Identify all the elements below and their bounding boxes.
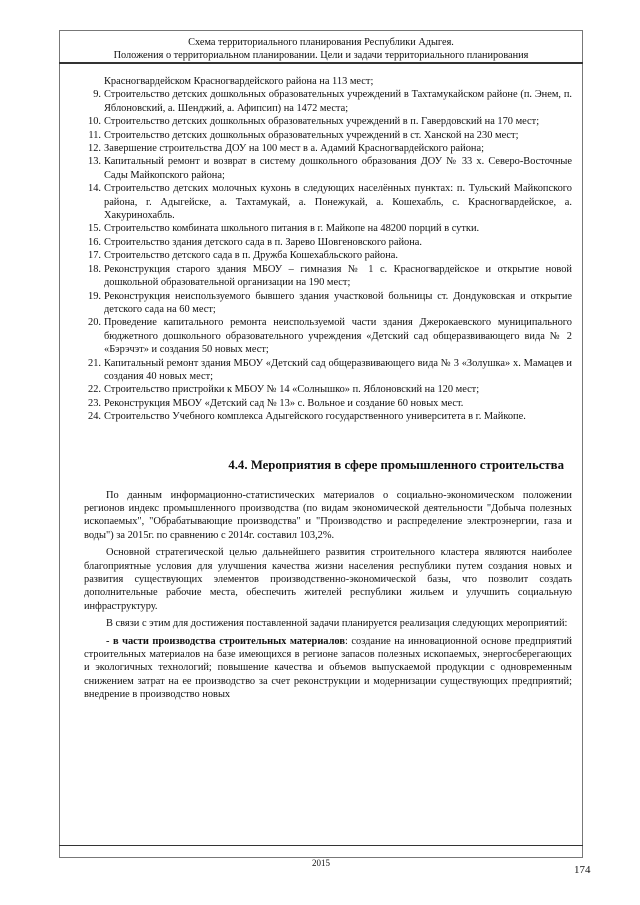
list-item-text: Реконструкция МБОУ «Детский сад № 13» с. Вольное и создание 60 новых мест. bbox=[104, 397, 464, 409]
list-item-number: 13. bbox=[88, 156, 101, 168]
list-item-text: Строительство комбината школьного питания в г. Майкопе на 48200 порций в сутки. bbox=[104, 223, 480, 235]
list-item-number: 10. bbox=[88, 116, 101, 128]
list-item-number: 23. bbox=[88, 397, 101, 409]
list-item-number: 9. bbox=[93, 89, 101, 101]
list-item bbox=[84, 397, 572, 410]
header-subtitle: Положения о территориальном планировании. Цели и задачи территориального планирования bbox=[113, 50, 529, 61]
footer-divider bbox=[59, 845, 583, 846]
list-item-number: 19. bbox=[88, 290, 101, 302]
list-item bbox=[84, 316, 572, 356]
list-item-number: 22. bbox=[88, 384, 101, 396]
list-item bbox=[84, 222, 572, 235]
list-item-text: Строительство пристройки к МБОУ № 14 «Солнышко» п. Яблоновский на 120 мест; bbox=[104, 384, 480, 396]
list-item-text: Строительство здания детского сада в п. Зарево Шовгеновского района. bbox=[104, 236, 423, 248]
paragraph-strategic-goal: Основной стратегической целью дальнейшего развития строительного кластера являются наиболее благоприятные условия для улучшения качества жизни населения республики путем создания новых и развития существующих элементов производственно-экономической базы, что позволит создать дополнительные рабочие места, обеспечить жителей республики жильем и улучшить социальную инфраструктуру. bbox=[84, 547, 572, 612]
list-item-text: Проведение капитального ремонта неиспользуемой части здания Джерокаевского муниципального бюджетного дошкольного образовательного учреждения «Детский сад общеразвивающего вида № 2 «Бэрэчэт» и создания 50 новых мест; bbox=[104, 317, 572, 356]
list-item-number: 12. bbox=[88, 143, 101, 155]
list-item bbox=[84, 155, 572, 182]
list-item-text: Строительство детских дошкольных образовательных учреждений в ст. Ханской на 230 мест; bbox=[104, 129, 519, 141]
list-item bbox=[84, 410, 572, 423]
page-content bbox=[84, 75, 572, 702]
page-number: 174 bbox=[574, 864, 591, 876]
section-heading: 4.4. Мероприятия в сфере промышленного строительства bbox=[228, 457, 564, 472]
list-item-text: Строительство детского сада в п. Дружба Кошехабльского района. bbox=[104, 250, 398, 262]
list-item-number: 24. bbox=[88, 411, 101, 423]
list-item-number: 15. bbox=[88, 223, 101, 235]
header-title: Схема территориального планирования Республики Адыгея. bbox=[188, 37, 454, 48]
list-item-number: 14. bbox=[88, 183, 101, 195]
list-item bbox=[84, 88, 572, 115]
paragraph-building-materials bbox=[84, 635, 572, 702]
list-item-text: Строительство Учебного комплекса Адыгейского государственного университета в г. Майкопе. bbox=[104, 411, 526, 423]
list-item-number: 18. bbox=[88, 263, 101, 275]
paragraph-lead-bold: - в части производства строительных материалов bbox=[106, 635, 345, 647]
list-item bbox=[84, 357, 572, 384]
list-item-text: Капитальный ремонт здания МБОУ «Детский сад общеразвивающего вида № 3 «Золушка» х. Мамацев и создания 40 новых мест; bbox=[104, 357, 572, 382]
list-item bbox=[84, 182, 572, 222]
list-item-text: Строительство детских молочных кухонь в следующих населённых пунктах: п. Тульский Майкопского района, г. Адыгейске, а. Тахтамукай, а. Понежукай, а. Кошехабль, с. Красногвардейское, а. Хакуринохабль. bbox=[104, 183, 572, 222]
list-item-number: 21. bbox=[88, 357, 101, 369]
list-item-text: Строительство детских дошкольных образовательных учреждений в п. Гавердовский на 170 мест; bbox=[104, 116, 540, 128]
footer-year: 2015 bbox=[312, 858, 330, 868]
list-item bbox=[84, 263, 572, 290]
list-item bbox=[84, 142, 572, 155]
list-item bbox=[84, 129, 572, 142]
list-item bbox=[84, 115, 572, 128]
list-continuation: Красногвардейском Красногвардейского района на 113 мест; bbox=[104, 76, 374, 87]
page-header bbox=[59, 36, 583, 62]
list-item-number: 20. bbox=[88, 317, 101, 329]
list-item-text: Строительство детских дошкольных образовательных учреждений в Тахтамукайском районе (п. Энем, п. Яблоновский, а. Шенджий, а. Афипсип) на 1472 места; bbox=[104, 89, 572, 114]
list-item-number: 17. bbox=[88, 250, 101, 262]
measures-list bbox=[84, 88, 572, 423]
list-item bbox=[84, 249, 572, 262]
paragraph-industrial-index: По данным информационно-статистических материалов о социально-экономическом положении регионов индекс промышленного производства (по видам экономической деятельности "Добыча полезных ископаемых", "Обрабатывающие производства" и "Производство и распределение электроэнергии, газа и воды") за 2015г. по сравнению с 2014г. составил 103,2%. bbox=[84, 489, 572, 541]
list-item-text: Капитальный ремонт и возврат в систему дошкольного образования ДОУ № 33 х. Северо-Восточные Сады Майкопского района; bbox=[104, 156, 572, 181]
list-item-number: 11. bbox=[88, 129, 101, 141]
paragraph-measures-intro: В связи с этим для достижения поставленной задачи планируется реализация следующих мероприятий: bbox=[106, 618, 568, 630]
list-item-text: Реконструкция старого здания МБОУ – гимназия № 1 с. Красногвардейское и открытие новой дошкольной образовательной организации на 190 мест; bbox=[104, 263, 572, 289]
list-item-number: 16. bbox=[88, 236, 101, 248]
list-item-text: Завершение строительства ДОУ на 100 мест в а. Адамий Красногвардейского района; bbox=[104, 143, 484, 155]
list-item bbox=[84, 383, 572, 396]
list-item bbox=[84, 236, 572, 249]
list-item-text: Реконструкция неиспользуемого бывшего здания участковой больницы ст. Дондуковская и открытие детского сада на 60 мест; bbox=[104, 290, 572, 315]
paragraph-body: : создание на инновационной основе предприятий строительных материалов на базе имеющихся в регионе запасов полезных ископаемых, энергосберегающих и экологичных технологий; повышение качества и объемов выпускаемой продукции с одновременным снижением затрат на ее производство за счет реконструкции и модернизации существующих предприятий; внедрение в производство новых bbox=[84, 635, 572, 701]
header-divider bbox=[59, 62, 583, 64]
list-item bbox=[84, 290, 572, 317]
